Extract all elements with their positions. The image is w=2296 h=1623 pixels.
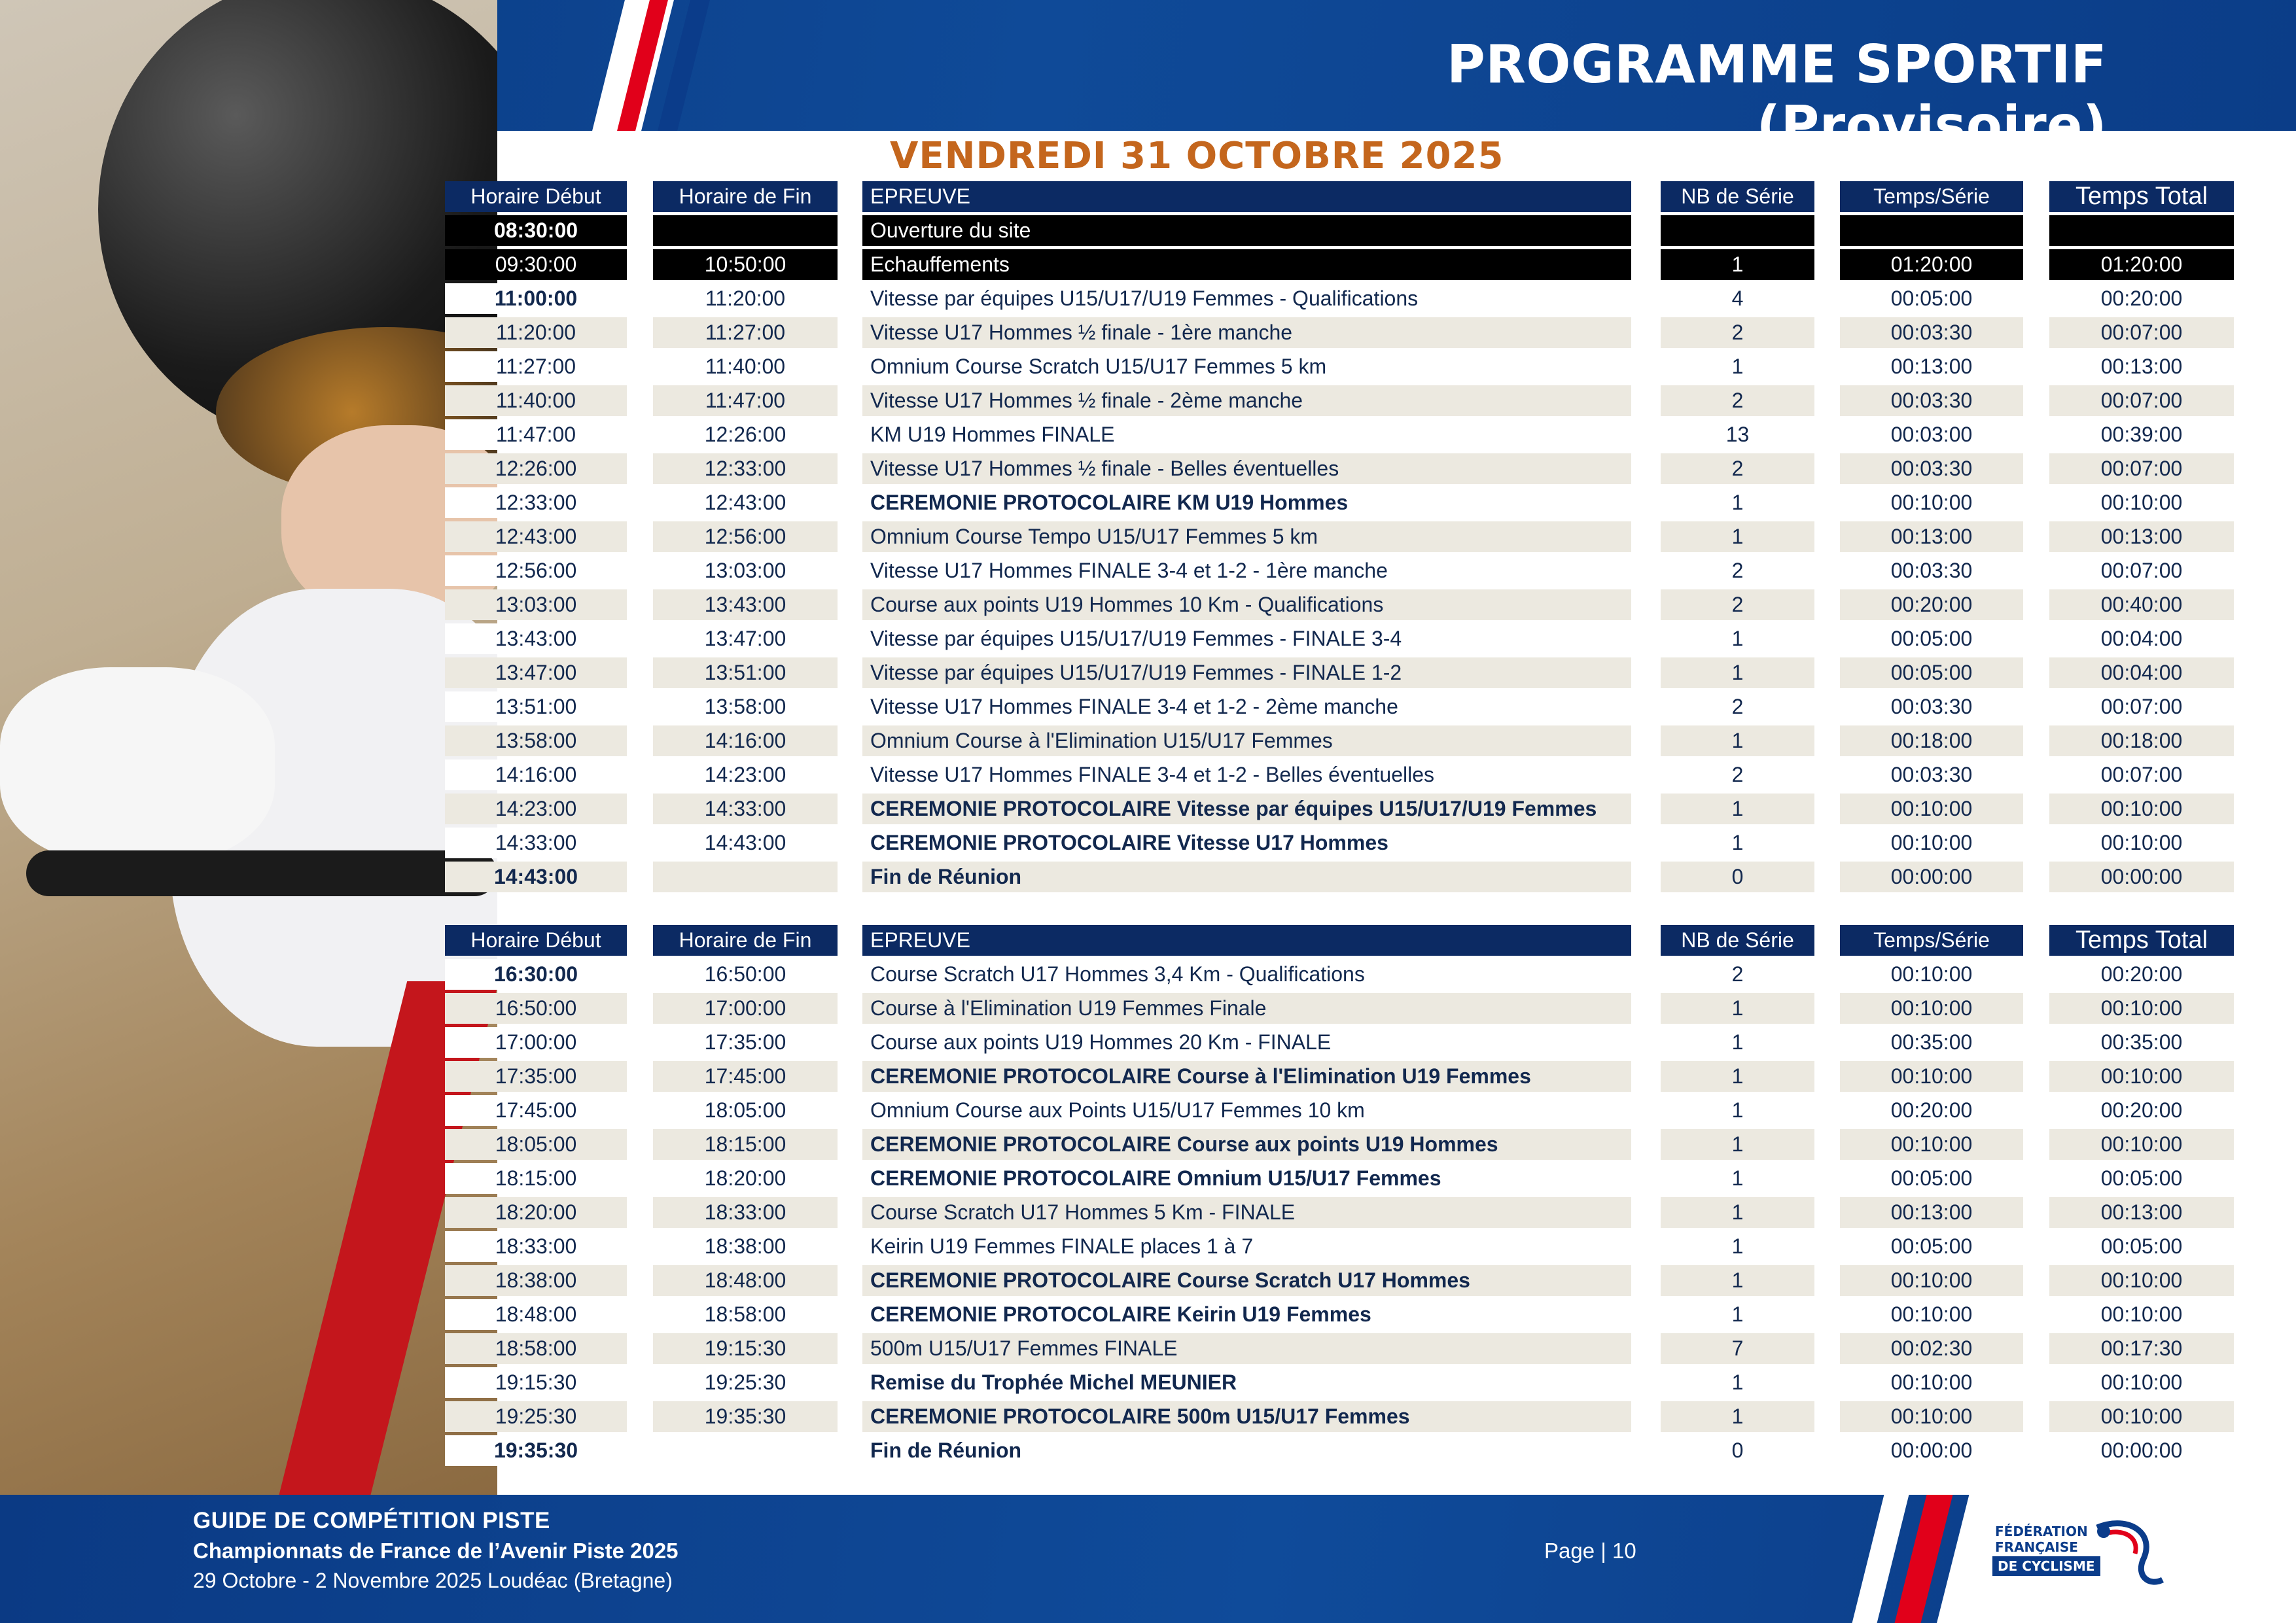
end-time-cell: 18:20:00 (653, 1163, 838, 1194)
end-time-cell: 13:58:00 (653, 691, 838, 722)
time-per-series-cell: 00:05:00 (1840, 657, 2023, 688)
event-cell: Fin de Réunion (862, 862, 1631, 892)
series-count-cell: 2 (1661, 691, 1814, 722)
event-cell: CEREMONIE PROTOCOLAIRE Course Scratch U17 Hommes (862, 1265, 1631, 1296)
series-count-cell: 1 (1661, 1231, 1814, 1262)
end-time-cell: 12:33:00 (653, 453, 838, 484)
date-heading: VENDREDI 31 OCTOBRE 2025 (890, 135, 1504, 177)
start-time-cell: 11:27:00 (445, 351, 627, 382)
series-count-cell: 1 (1661, 1299, 1814, 1330)
end-time-cell (653, 215, 838, 246)
start-time-cell: 12:43:00 (445, 521, 627, 552)
start-time-cell: 13:58:00 (445, 725, 627, 756)
total-time-cell: 00:17:30 (2049, 1333, 2234, 1364)
end-time-cell (653, 862, 838, 892)
start-time-cell: Horaire Début (445, 925, 627, 956)
time-per-series-cell: 00:03:30 (1840, 317, 2023, 348)
total-time-cell: 00:20:00 (2049, 283, 2234, 314)
series-count-cell: 1 (1661, 1401, 1814, 1432)
event-cell: 500m U15/U17 Femmes FINALE (862, 1333, 1631, 1364)
series-count-cell: 1 (1661, 249, 1814, 280)
start-time-cell: 13:43:00 (445, 623, 627, 654)
start-time-cell: 12:56:00 (445, 555, 627, 586)
event-cell: Course aux points U19 Hommes 10 Km - Qualifications (862, 589, 1631, 620)
time-per-series-cell: 00:10:00 (1840, 1129, 2023, 1160)
time-per-series-cell: 00:03:30 (1840, 555, 2023, 586)
time-per-series-cell: 00:05:00 (1840, 623, 2023, 654)
end-time-cell: 18:38:00 (653, 1231, 838, 1262)
start-time-cell: 13:47:00 (445, 657, 627, 688)
series-count-cell: 0 (1661, 1435, 1814, 1466)
time-per-series-cell: 00:10:00 (1840, 1401, 2023, 1432)
end-time-cell: Horaire de Fin (653, 925, 838, 956)
start-time-cell: 17:45:00 (445, 1095, 627, 1126)
event-cell: KM U19 Hommes FINALE (862, 419, 1631, 450)
series-count-cell: 2 (1661, 317, 1814, 348)
start-time-cell: 17:35:00 (445, 1061, 627, 1092)
end-time-cell: 18:33:00 (653, 1197, 838, 1228)
page-number: Page | 10 (1544, 1539, 1636, 1563)
start-time-cell: 13:51:00 (445, 691, 627, 722)
start-time-cell: 14:33:00 (445, 828, 627, 858)
series-count-cell: 1 (1661, 487, 1814, 518)
time-per-series-cell: 00:05:00 (1840, 1163, 2023, 1194)
end-time-cell: 13:43:00 (653, 589, 838, 620)
series-count-cell: 1 (1661, 794, 1814, 824)
event-cell: Vitesse U17 Hommes ½ finale - 2ème manche (862, 385, 1631, 416)
end-time-cell: 17:00:00 (653, 993, 838, 1024)
end-time-cell: 17:35:00 (653, 1027, 838, 1058)
start-time-cell: 11:00:00 (445, 283, 627, 314)
time-per-series-cell: 00:10:00 (1840, 1367, 2023, 1398)
time-per-series-cell: 00:00:00 (1840, 1435, 2023, 1466)
end-time-cell: 19:15:30 (653, 1333, 838, 1364)
total-time-cell: 00:05:00 (2049, 1231, 2234, 1262)
start-time-cell: 18:15:00 (445, 1163, 627, 1194)
end-time-cell: 16:50:00 (653, 959, 838, 990)
time-per-series-cell: 00:13:00 (1840, 351, 2023, 382)
event-cell: CEREMONIE PROTOCOLAIRE Keirin U19 Femmes (862, 1299, 1631, 1330)
series-count-cell: 1 (1661, 657, 1814, 688)
start-time-cell: 18:20:00 (445, 1197, 627, 1228)
time-per-series-cell: Temps/Série (1840, 181, 2023, 212)
event-cell: CEREMONIE PROTOCOLAIRE Vitesse U17 Hommes (862, 828, 1631, 858)
start-time-cell: 12:26:00 (445, 453, 627, 484)
total-time-cell: 00:07:00 (2049, 759, 2234, 790)
total-time-cell: 00:20:00 (2049, 1095, 2234, 1126)
end-time-cell: 18:48:00 (653, 1265, 838, 1296)
event-cell: Fin de Réunion (862, 1435, 1631, 1466)
event-cell: Echauffements (862, 249, 1631, 280)
event-cell: CEREMONIE PROTOCOLAIRE Course aux points U19 Hommes (862, 1129, 1631, 1160)
series-count-cell: NB de Série (1661, 925, 1814, 956)
series-count-cell: 1 (1661, 1027, 1814, 1058)
series-count-cell: 2 (1661, 589, 1814, 620)
end-time-cell: 14:16:00 (653, 725, 838, 756)
event-cell: Remise du Trophée Michel MEUNIER (862, 1367, 1631, 1398)
total-time-cell: 00:35:00 (2049, 1027, 2234, 1058)
end-time-cell: 13:47:00 (653, 623, 838, 654)
series-count-cell: 2 (1661, 759, 1814, 790)
series-count-cell: 2 (1661, 453, 1814, 484)
time-per-series-cell: 00:10:00 (1840, 1299, 2023, 1330)
event-cell: EPREUVE (862, 181, 1631, 212)
end-time-cell: 11:40:00 (653, 351, 838, 382)
series-count-cell: 1 (1661, 993, 1814, 1024)
end-time-cell: 18:15:00 (653, 1129, 838, 1160)
time-per-series-cell: 00:10:00 (1840, 1265, 2023, 1296)
total-time-cell: 00:40:00 (2049, 589, 2234, 620)
series-count-cell: 7 (1661, 1333, 1814, 1364)
time-per-series-cell: 00:13:00 (1840, 521, 2023, 552)
time-per-series-cell: 00:05:00 (1840, 1231, 2023, 1262)
series-count-cell: 1 (1661, 521, 1814, 552)
end-time-cell: 12:56:00 (653, 521, 838, 552)
start-time-cell: 09:30:00 (445, 249, 627, 280)
total-time-cell: 00:10:00 (2049, 794, 2234, 824)
total-time-cell: 00:10:00 (2049, 993, 2234, 1024)
event-cell: Omnium Course Tempo U15/U17 Femmes 5 km (862, 521, 1631, 552)
time-per-series-cell: 00:13:00 (1840, 1197, 2023, 1228)
series-count-cell: 2 (1661, 959, 1814, 990)
time-per-series-cell: 00:03:30 (1840, 691, 2023, 722)
series-count-cell: 1 (1661, 351, 1814, 382)
total-time-cell: 00:07:00 (2049, 317, 2234, 348)
time-per-series-cell: 00:02:30 (1840, 1333, 2023, 1364)
cyclist-photo (0, 0, 497, 1495)
time-per-series-cell: 00:10:00 (1840, 959, 2023, 990)
event-cell: Course Scratch U17 Hommes 3,4 Km - Qualifications (862, 959, 1631, 990)
series-count-cell: 1 (1661, 725, 1814, 756)
event-cell: EPREUVE (862, 925, 1631, 956)
time-per-series-cell: 00:18:00 (1840, 725, 2023, 756)
end-time-cell: 14:23:00 (653, 759, 838, 790)
event-cell: Vitesse U17 Hommes FINALE 3-4 et 1-2 - Belles éventuelles (862, 759, 1631, 790)
time-per-series-cell: 00:35:00 (1840, 1027, 2023, 1058)
series-count-cell: 1 (1661, 828, 1814, 858)
start-time-cell: 19:35:30 (445, 1435, 627, 1466)
start-time-cell: 18:48:00 (445, 1299, 627, 1330)
event-cell: Omnium Course à l'Elimination U15/U17 Femmes (862, 725, 1631, 756)
event-cell: Vitesse U17 Hommes FINALE 3-4 et 1-2 - 2ème manche (862, 691, 1631, 722)
end-time-cell: 18:05:00 (653, 1095, 838, 1126)
start-time-cell: 08:30:00 (445, 215, 627, 246)
series-count-cell (1661, 215, 1814, 246)
start-time-cell: 11:47:00 (445, 419, 627, 450)
end-time-cell: 17:45:00 (653, 1061, 838, 1092)
time-per-series-cell: 00:03:30 (1840, 385, 2023, 416)
start-time-cell: 18:05:00 (445, 1129, 627, 1160)
series-count-cell: 1 (1661, 1095, 1814, 1126)
time-per-series-cell: 00:10:00 (1840, 993, 2023, 1024)
start-time-cell: 14:43:00 (445, 862, 627, 892)
event-cell: Keirin U19 Femmes FINALE places 1 à 7 (862, 1231, 1631, 1262)
time-per-series-cell: 00:05:00 (1840, 283, 2023, 314)
start-time-cell: 19:15:30 (445, 1367, 627, 1398)
end-time-cell: 11:27:00 (653, 317, 838, 348)
start-time-cell: 18:58:00 (445, 1333, 627, 1364)
start-time-cell: Horaire Début (445, 181, 627, 212)
time-per-series-cell: 00:03:30 (1840, 759, 2023, 790)
end-time-cell: 11:20:00 (653, 283, 838, 314)
footer-event-name: Championnats de France de l’Avenir Piste 2025 (193, 1539, 679, 1563)
event-cell: Vitesse par équipes U15/U17/U19 Femmes - FINALE 3-4 (862, 623, 1631, 654)
series-count-cell: 1 (1661, 623, 1814, 654)
end-time-cell: 13:03:00 (653, 555, 838, 586)
total-time-cell (2049, 215, 2234, 246)
footer-event-dates: 29 Octobre - 2 Novembre 2025 Loudéac (Bretagne) (193, 1569, 673, 1592)
start-time-cell: 11:40:00 (445, 385, 627, 416)
time-per-series-cell: 00:10:00 (1840, 828, 2023, 858)
total-time-cell: Temps Total (2049, 181, 2234, 212)
event-cell: CEREMONIE PROTOCOLAIRE Omnium U15/U17 Femmes (862, 1163, 1631, 1194)
logo-line1: FÉDÉRATION (1995, 1524, 2088, 1539)
end-time-cell: 10:50:00 (653, 249, 838, 280)
series-count-cell: 1 (1661, 1197, 1814, 1228)
total-time-cell: 00:10:00 (2049, 1061, 2234, 1092)
event-cell: Vitesse U17 Hommes ½ finale - 1ère manche (862, 317, 1631, 348)
time-per-series-cell: 00:10:00 (1840, 794, 2023, 824)
event-cell: Course aux points U19 Hommes 20 Km - FINALE (862, 1027, 1631, 1058)
time-per-series-cell: 00:10:00 (1840, 487, 2023, 518)
end-time-cell: 13:51:00 (653, 657, 838, 688)
time-per-series-cell: 00:00:00 (1840, 862, 2023, 892)
start-time-cell: 17:00:00 (445, 1027, 627, 1058)
event-cell: Course à l'Elimination U19 Femmes Finale (862, 993, 1631, 1024)
time-per-series-cell: 00:20:00 (1840, 1095, 2023, 1126)
time-per-series-cell: Temps/Série (1840, 925, 2023, 956)
total-time-cell: 00:07:00 (2049, 385, 2234, 416)
total-time-cell: 00:00:00 (2049, 862, 2234, 892)
event-cell: Ouverture du site (862, 215, 1631, 246)
logo-line2: FRANÇAISE (1995, 1539, 2078, 1555)
start-time-cell: 19:25:30 (445, 1401, 627, 1432)
event-cell: CEREMONIE PROTOCOLAIRE Course à l'Elimination U19 Femmes (862, 1061, 1631, 1092)
total-time-cell: Temps Total (2049, 925, 2234, 956)
total-time-cell: 00:07:00 (2049, 691, 2234, 722)
total-time-cell: 00:10:00 (2049, 1401, 2234, 1432)
total-time-cell: 00:04:00 (2049, 623, 2234, 654)
end-time-cell (653, 1435, 838, 1466)
total-time-cell: 00:10:00 (2049, 1265, 2234, 1296)
event-cell: CEREMONIE PROTOCOLAIRE 500m U15/U17 Femmes (862, 1401, 1631, 1432)
end-time-cell: 14:33:00 (653, 794, 838, 824)
end-time-cell: 11:47:00 (653, 385, 838, 416)
event-cell: Vitesse par équipes U15/U17/U19 Femmes - Qualifications (862, 283, 1631, 314)
event-cell: Vitesse par équipes U15/U17/U19 Femmes - FINALE 1-2 (862, 657, 1631, 688)
start-time-cell: 16:30:00 (445, 959, 627, 990)
series-count-cell: NB de Série (1661, 181, 1814, 212)
total-time-cell: 00:18:00 (2049, 725, 2234, 756)
series-count-cell: 2 (1661, 385, 1814, 416)
footer-guide-title: GUIDE DE COMPÉTITION PISTE (193, 1508, 550, 1533)
end-time-cell: 18:58:00 (653, 1299, 838, 1330)
series-count-cell: 4 (1661, 283, 1814, 314)
logo-line3: DE CYCLISME (1992, 1556, 2100, 1576)
start-time-cell: 16:50:00 (445, 993, 627, 1024)
end-time-cell: 14:43:00 (653, 828, 838, 858)
start-time-cell: 14:16:00 (445, 759, 627, 790)
time-per-series-cell: 00:20:00 (1840, 589, 2023, 620)
end-time-cell: 19:25:30 (653, 1367, 838, 1398)
end-time-cell: 12:26:00 (653, 419, 838, 450)
event-cell: Course Scratch U17 Hommes 5 Km - FINALE (862, 1197, 1631, 1228)
ffc-logo (1992, 1514, 2169, 1606)
end-time-cell: 12:43:00 (653, 487, 838, 518)
time-per-series-cell: 00:03:30 (1840, 453, 2023, 484)
total-time-cell: 00:20:00 (2049, 959, 2234, 990)
start-time-cell: 14:23:00 (445, 794, 627, 824)
end-time-cell: 19:35:30 (653, 1401, 838, 1432)
series-count-cell: 0 (1661, 862, 1814, 892)
start-time-cell: 13:03:00 (445, 589, 627, 620)
event-cell: Vitesse U17 Hommes FINALE 3-4 et 1-2 - 1ère manche (862, 555, 1631, 586)
start-time-cell: 11:20:00 (445, 317, 627, 348)
series-count-cell: 2 (1661, 555, 1814, 586)
total-time-cell: 00:13:00 (2049, 351, 2234, 382)
total-time-cell: 00:10:00 (2049, 1299, 2234, 1330)
total-time-cell: 00:39:00 (2049, 419, 2234, 450)
event-cell: Omnium Course aux Points U15/U17 Femmes 10 km (862, 1095, 1631, 1126)
total-time-cell: 00:07:00 (2049, 555, 2234, 586)
total-time-cell: 00:04:00 (2049, 657, 2234, 688)
series-count-cell: 13 (1661, 419, 1814, 450)
series-count-cell: 1 (1661, 1265, 1814, 1296)
time-per-series-cell: 00:10:00 (1840, 1061, 2023, 1092)
total-time-cell: 00:00:00 (2049, 1435, 2234, 1466)
start-time-cell: 18:33:00 (445, 1231, 627, 1262)
handlebar-shape (26, 850, 497, 896)
start-time-cell: 12:33:00 (445, 487, 627, 518)
total-time-cell: 00:13:00 (2049, 521, 2234, 552)
total-time-cell: 00:05:00 (2049, 1163, 2234, 1194)
time-per-series-cell (1840, 215, 2023, 246)
start-time-cell: 18:38:00 (445, 1265, 627, 1296)
total-time-cell: 00:10:00 (2049, 1367, 2234, 1398)
total-time-cell: 00:13:00 (2049, 1197, 2234, 1228)
total-time-cell: 00:10:00 (2049, 1129, 2234, 1160)
total-time-cell: 00:10:00 (2049, 828, 2234, 858)
total-time-cell: 00:07:00 (2049, 453, 2234, 484)
event-cell: CEREMONIE PROTOCOLAIRE Vitesse par équipes U15/U17/U19 Femmes (862, 794, 1631, 824)
series-count-cell: 1 (1661, 1163, 1814, 1194)
total-time-cell: 00:10:00 (2049, 487, 2234, 518)
event-cell: Omnium Course Scratch U15/U17 Femmes 5 km (862, 351, 1631, 382)
glove-shape (0, 667, 275, 864)
page-title: PROGRAMME SPORTIF (Provisoire) (1447, 34, 2107, 156)
series-count-cell: 1 (1661, 1367, 1814, 1398)
ffc-swoosh-icon (2084, 1514, 2169, 1599)
series-count-cell: 1 (1661, 1061, 1814, 1092)
time-per-series-cell: 01:20:00 (1840, 249, 2023, 280)
end-time-cell: Horaire de Fin (653, 181, 838, 212)
series-count-cell: 1 (1661, 1129, 1814, 1160)
event-cell: Vitesse U17 Hommes ½ finale - Belles éventuelles (862, 453, 1631, 484)
total-time-cell: 01:20:00 (2049, 249, 2234, 280)
time-per-series-cell: 00:03:00 (1840, 419, 2023, 450)
event-cell: CEREMONIE PROTOCOLAIRE KM U19 Hommes (862, 487, 1631, 518)
